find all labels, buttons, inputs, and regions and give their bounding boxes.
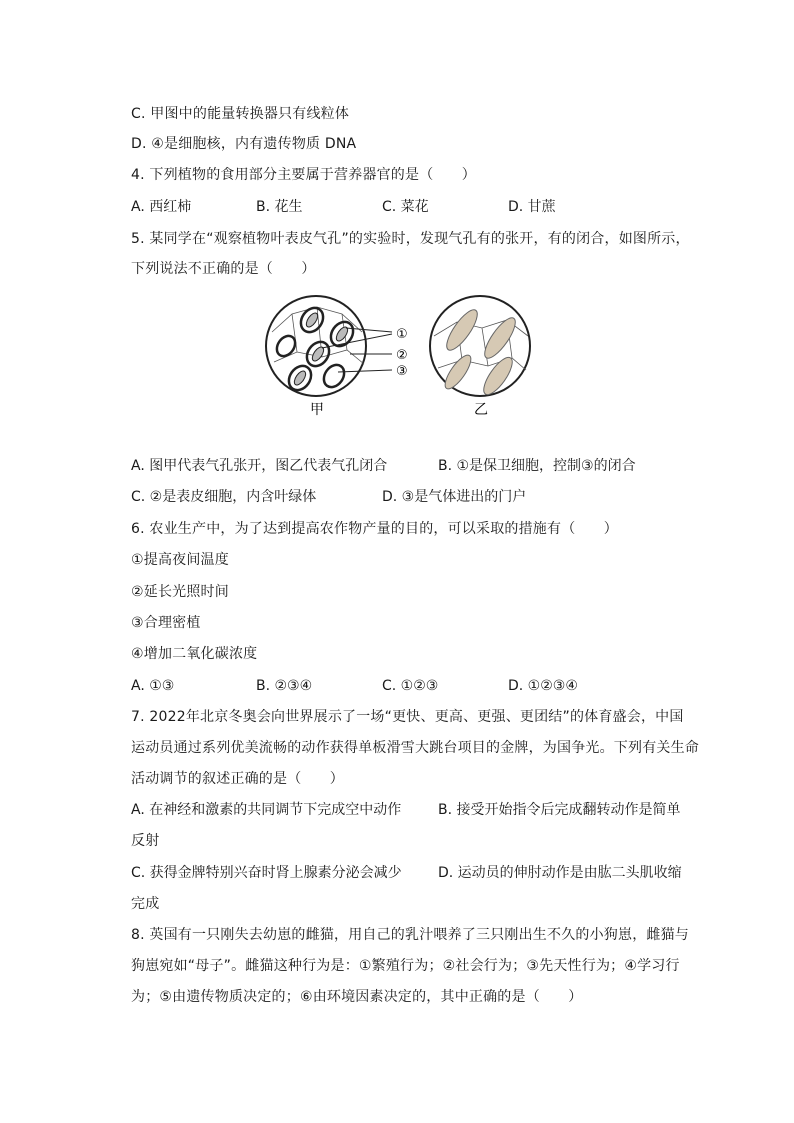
q6-statement-3: ③合理密植 <box>131 615 201 631</box>
q6-statement-2: ②延长光照时间 <box>131 584 229 600</box>
q5-option-a: A. 图甲代表气孔张开，图乙代表气孔闭合 <box>131 458 388 474</box>
marker-3: ③ <box>396 364 408 379</box>
q5-option-c: C. ②是表皮细胞，内含叶绿体 <box>131 489 317 505</box>
q5-option-b: B. ①是保卫细胞，控制③的闭合 <box>438 458 636 474</box>
q6-option-c: C. ①②③ <box>382 678 439 694</box>
q7-option-d: D. 运动员的伸肘动作是由肱二头肌收缩 <box>438 865 682 881</box>
question-7-line-2: 运动员通过系列优美流畅的动作获得单板滑雪大跳台项目的金牌，为国争光。下列有关生命 <box>131 740 699 756</box>
q3-option-c: C. 甲图中的能量转换器只有线粒体 <box>131 106 350 122</box>
question-8-line-2: 狗崽宛如“母子”。雌猫这种行为是：①繁殖行为；②社会行为；③先天性行为；④学习行 <box>131 958 680 974</box>
question-8-line-3: 为；⑤由遗传物质决定的；⑥由环境因素决定的，其中正确的是（ ） <box>131 989 583 1005</box>
caption-yi: 乙 <box>474 402 488 418</box>
q7-option-c: C. 获得金牌特别兴奋时肾上腺素分泌会减少 <box>131 865 402 881</box>
question-5-line-1: 5. 某同学在“观察植物叶表皮气孔”的实验时，发现气孔有的张开，有的闭合，如图所示， <box>131 231 690 247</box>
q6-statement-1: ①提高夜间温度 <box>131 552 229 568</box>
marker-2: ② <box>396 348 408 363</box>
caption-jia: 甲 <box>310 402 324 418</box>
question-7-line-1: 7. 2022年北京冬奥会向世界展示了一场“更快、更高、更强、更团结”的体育盛会，中国 <box>131 709 684 725</box>
q6-statement-4: ④增加二氧化碳浓度 <box>131 646 258 662</box>
figure-yi <box>430 296 530 399</box>
q7-option-b: B. 接受开始指令后完成翻转动作是简单 <box>438 802 681 818</box>
q7-option-b-continued: 反射 <box>131 833 160 849</box>
q6-option-b: B. ②③④ <box>256 678 313 694</box>
question-7-line-3: 活动调节的叙述正确的是（ ） <box>131 771 344 787</box>
q4-option-d: D. 甘蔗 <box>508 199 556 215</box>
q5-option-d: D. ③是气体进出的门户 <box>382 489 527 505</box>
q6-option-d: D. ①②③④ <box>508 678 578 694</box>
question-6: 6. 农业生产中，为了达到提高农作物产量的目的，可以采取的措施有（ ） <box>131 521 619 537</box>
marker-1: ① <box>396 327 408 342</box>
q4-option-c: C. 菜花 <box>382 199 429 215</box>
stomata-diagram <box>262 292 532 422</box>
question-8-line-1: 8. 英国有一只刚失去幼崽的雌猫，用自己的乳汁喂养了三只刚出生不久的小狗崽，雌猫与 <box>131 927 690 943</box>
question-4: 4. 下列植物的食用部分主要属于营养器官的是（ ） <box>131 167 477 183</box>
stomata-figure <box>262 292 532 422</box>
question-5-line-2: 下列说法不正确的是（ ） <box>131 261 316 277</box>
q6-option-a: A. ①③ <box>131 678 175 694</box>
figure-jia <box>266 296 366 396</box>
q4-option-a: A. 西红柿 <box>131 199 192 215</box>
q4-option-b: B. 花生 <box>256 199 303 215</box>
q7-option-a: A. 在神经和激素的共同调节下完成空中动作 <box>131 802 402 818</box>
q3-option-d: D. ④是细胞核，内有遗传物质 DNA <box>131 136 357 152</box>
q7-option-d-continued: 完成 <box>131 896 160 912</box>
